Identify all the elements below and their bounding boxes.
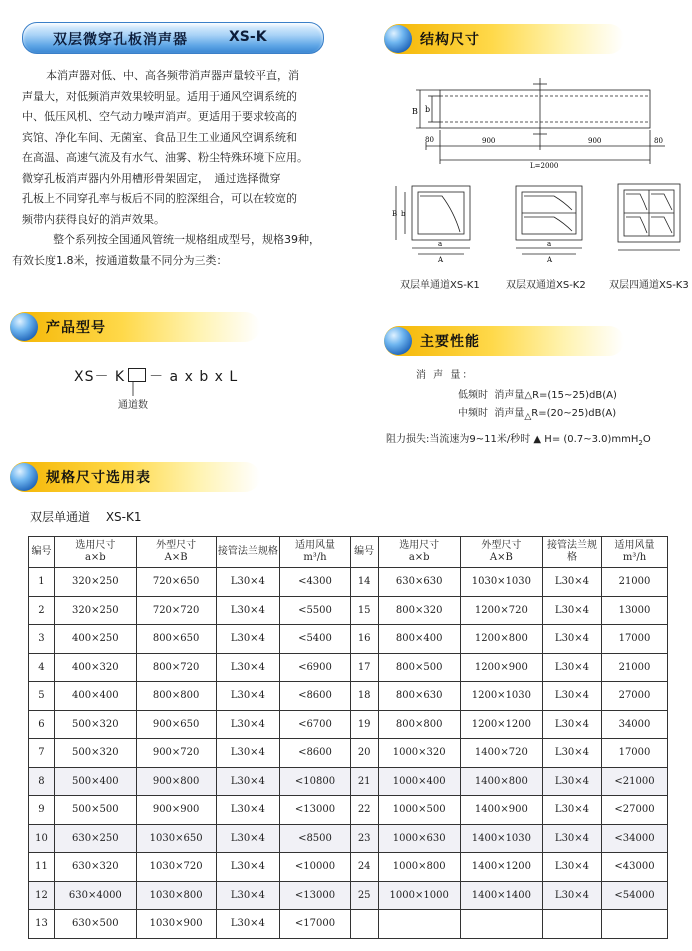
col-header-flange: 接管法兰规格 [216,537,280,568]
resistance-h: H= [544,434,561,445]
variant-label-k3: 双层四通道XS-K3 [609,280,689,291]
table-cell: L30×4 [216,796,280,825]
table-cell: <27000 [601,796,667,825]
table-cell: 15 [350,596,378,625]
table-cell: 27000 [601,682,667,711]
table-cell: 720×650 [136,568,216,597]
structure-heading-text: 结构尺寸 [420,32,480,48]
table-cell: <10000 [280,853,351,882]
formula-suffix: － a x b x L [149,369,239,385]
table-cell: L30×4 [216,682,280,711]
intro-line: 整个系列按全国通风管统一规格组成型号，规格39种， [42,233,320,246]
formula-prefix: XS－ K [74,369,126,385]
table-cell: 900×800 [136,767,216,796]
table-cell: 1000×500 [378,796,460,825]
table-cell: <6700 [280,710,351,739]
table-cell: 500×320 [54,739,136,768]
table-cell: <8600 [280,739,351,768]
resistance-suffix: O [642,434,651,445]
channel-box [128,368,146,382]
table-cell: 1030×800 [136,881,216,910]
table-cell: 20 [350,739,378,768]
table-cell: 500×400 [54,767,136,796]
col-header-flange: 接管法兰规格 [542,537,601,568]
col-header-no: 编号 [350,537,378,568]
table-cell: 800×800 [136,682,216,711]
table-cell: L30×4 [216,739,280,768]
table-cell: 800×720 [136,653,216,682]
table-cell: L30×4 [542,596,601,625]
table-cell: 17000 [601,739,667,768]
model-heading [10,312,260,342]
table-cell: 16 [350,625,378,654]
col-header-outer: 外型尺寸 A×B [460,537,542,568]
table-cell: L30×4 [542,653,601,682]
table-row [29,682,668,711]
table-row [29,653,668,682]
table-cell: 630×320 [54,853,136,882]
table-cell: 1030×650 [136,824,216,853]
low-frequency-line [458,386,617,401]
k1-dim-b: b [401,210,406,218]
section-k1-diagram [392,182,474,268]
k1-dim-A: A [438,256,444,264]
table-row [29,568,668,597]
table-cell: L30×4 [216,653,280,682]
title-banner [22,22,324,54]
table-cell: L30×4 [216,710,280,739]
table-cell: 25 [350,881,378,910]
table-row [29,853,668,882]
col-header-size: 选用尺寸 a×b [378,537,460,568]
k2-dim-a: a [547,240,552,248]
bullet-ball-icon [384,25,412,53]
table-cell: <6900 [280,653,351,682]
table-cell: 1000×800 [378,853,460,882]
table-cell: 800×800 [378,710,460,739]
table-cell: 900×650 [136,710,216,739]
table-cell: 22 [350,796,378,825]
table-cell: 1200×1030 [460,682,542,711]
table-cell: 630×4000 [54,881,136,910]
table-cell: 500×500 [54,796,136,825]
table-cell: <43000 [601,853,667,882]
table-cell: L30×4 [216,881,280,910]
table-cell: 1030×1030 [460,568,542,597]
col-header-flow: 适用风量 m³/h [280,537,351,568]
table-cell: L30×4 [216,767,280,796]
table-cell: 1000×1000 [378,881,460,910]
table-cell: 10 [29,824,55,853]
table-cell [542,910,601,939]
bullet-ball-icon [10,463,38,491]
table-cell: 800×320 [378,596,460,625]
table-row [29,596,668,625]
table-row [29,824,668,853]
table-cell: <5500 [280,596,351,625]
table-cell: 5 [29,682,55,711]
table-cell: 320×250 [54,568,136,597]
variant-label-k1: 双层单通道XS-K1 [400,280,480,291]
col-header-size: 选用尺寸 a×b [54,537,136,568]
structure-heading [384,24,624,54]
table-row [29,910,668,939]
bullet-ball-icon [384,327,412,355]
low-value: R=(15~25)dB(A) [532,390,617,401]
intro-line: 在高温、高速气流及有水气、油雾、粉尘特殊环境下应用。 [22,151,308,164]
resistance-prefix: 阻力损失:当流速为9~11米/秒时 [386,434,531,445]
table-cell: 1030×720 [136,853,216,882]
col-header-no: 编号 [29,537,55,568]
table-cell: L30×4 [542,853,601,882]
low-label: 低频时 [458,390,488,401]
intro-line: 中、低压风机、空气动力噪声消声。更适用于要求较高的 [22,110,297,123]
table-cell: 1200×720 [460,596,542,625]
table-cell: L30×4 [542,881,601,910]
table-cell: 4 [29,653,55,682]
table-cell: <8600 [280,682,351,711]
table-cell: 400×320 [54,653,136,682]
table-cell: L30×4 [216,824,280,853]
table-row [29,710,668,739]
table-cell: 34000 [601,710,667,739]
channel-pointer-line [128,382,138,396]
table-cell: 1000×630 [378,824,460,853]
table-cell: <17000 [280,910,351,939]
table-cell: 800×650 [136,625,216,654]
table-cell: 1400×720 [460,739,542,768]
performance-heading [384,326,624,356]
table-cell: L30×4 [216,853,280,882]
mid-text: 消声量 [494,408,525,419]
table-cell: <21000 [601,767,667,796]
section-k2-diagram [510,182,590,268]
table-cell: L30×4 [216,596,280,625]
table-cell: 17000 [601,625,667,654]
table-cell: 500×320 [54,710,136,739]
table-cell: 1 [29,568,55,597]
table-cell: L30×4 [542,682,601,711]
table-cell: 800×500 [378,653,460,682]
spec-table [28,536,668,939]
noise-label: 消 声 量： [416,370,475,381]
table-cell: L30×4 [542,739,601,768]
table-cell: 320×250 [54,596,136,625]
selection-heading-text: 规格尺寸选用表 [46,470,151,486]
table-cell: L30×4 [542,625,601,654]
performance-heading-text: 主要性能 [420,334,480,350]
table-cell: <13000 [280,881,351,910]
table-cell: 23 [350,824,378,853]
table-cell: 900×720 [136,739,216,768]
table-cell: 400×250 [54,625,136,654]
intro-line: 宾馆、净化车间、无菌室、食品卫生工业通风空调系统和 [22,130,297,144]
table-cell: 3 [29,625,55,654]
k1-dim-a: a [438,240,443,248]
intro-line: 孔板上不同穿孔率与板后不同的腔深组合，可以在较宽的 [22,192,297,205]
table-cell [460,910,542,939]
page-title: 双层微穿孔板消声器 [53,32,188,48]
table-cell: <5400 [280,625,351,654]
table-cell: 21000 [601,653,667,682]
table-cell: 1200×900 [460,653,542,682]
low-text: 消声量 [494,390,525,401]
dim-900-left: 900 [482,137,496,145]
table-cell: 1000×400 [378,767,460,796]
table-cell: 1200×800 [460,625,542,654]
table-cell: 24 [350,853,378,882]
table-cell: L30×4 [216,910,280,939]
table-cell: <8500 [280,824,351,853]
model-code: XS-K [229,29,267,45]
table-cell: 14 [350,568,378,597]
intro-line: 声量大，对低频消声效果较明显。适用于通风空调系统的 [22,89,297,103]
table-row [29,881,668,910]
table-cell: <54000 [601,881,667,910]
table-cell: 8 [29,767,55,796]
col-header-outer: 外型尺寸 A×B [136,537,216,568]
table-cell: 1400×900 [460,796,542,825]
table-row [29,796,668,825]
table-cell: 9 [29,796,55,825]
table-cell: <10800 [280,767,351,796]
channel-label: 通道数 [118,400,148,411]
table-cell: 1030×900 [136,910,216,939]
intro-paragraph [12,66,322,271]
intro-line: 有效长度1.8米，按通道数量不同分为三类： [12,253,228,267]
table-cell: 13000 [601,596,667,625]
intro-line: 频带内获得良好的消声效果。 [22,212,165,226]
selection-heading [10,462,260,492]
mid-label: 中频时 [458,408,488,419]
dim-80-left: 80 [425,136,434,144]
table-cell: 2 [29,596,55,625]
table-cell: 630×630 [378,568,460,597]
table-cell: 1400×1200 [460,853,542,882]
table-cell: 21000 [601,568,667,597]
table-cell: 800×630 [378,682,460,711]
table-cell: <13000 [280,796,351,825]
selection-subtitle: 双层单通道 XS-K1 [30,510,142,524]
table-cell: 630×250 [54,824,136,853]
dim-900-right: 900 [588,137,602,145]
table-cell: 1200×1200 [460,710,542,739]
bullet-ball-icon [10,313,38,341]
table-cell: L30×4 [542,824,601,853]
table-cell: 800×400 [378,625,460,654]
mid-frequency-line [458,404,616,422]
table-cell: 1000×320 [378,739,460,768]
mid-value: R=(20~25)dB(A) [531,408,617,419]
col-header-flow: 适用风量 m³/h [601,537,667,568]
model-formula [74,366,238,386]
resistance-sub: 2 [638,439,643,447]
table-cell: 1400×1030 [460,824,542,853]
table-cell [601,910,667,939]
table-cell: 1400×800 [460,767,542,796]
table-cell: 7 [29,739,55,768]
table-cell: 17 [350,653,378,682]
table-cell: 18 [350,682,378,711]
triangle-icon: ▲ [533,434,542,445]
table-cell: 1400×1400 [460,881,542,910]
k1-dim-B: B [392,210,398,218]
table-cell: 12 [29,881,55,910]
section-k3-diagram [614,180,690,266]
delta-icon: △ [524,390,533,401]
delta-icon: △ [524,412,532,422]
table-cell: L30×4 [542,767,601,796]
table-cell: 630×500 [54,910,136,939]
table-cell: L30×4 [542,796,601,825]
table-cell: 11 [29,853,55,882]
variant-label-k2: 双层双通道XS-K2 [506,280,586,291]
resistance-line [386,430,651,447]
table-cell: L30×4 [542,568,601,597]
table-row [29,767,668,796]
dim-80-right: 80 [654,137,663,145]
table-cell: 900×900 [136,796,216,825]
table-cell [350,910,378,939]
table-cell: 720×720 [136,596,216,625]
dim-L: L=2000 [530,162,559,170]
table-row [29,625,668,654]
resistance-value: (0.7~3.0)mmH [563,434,639,445]
dim-b: b [425,105,431,114]
table-cell: <34000 [601,824,667,853]
table-cell: <4300 [280,568,351,597]
table-cell: 400×400 [54,682,136,711]
table-cell: L30×4 [216,625,280,654]
table-cell [378,910,460,939]
table-cell: L30×4 [216,568,280,597]
intro-line: 微穿孔板消声器内外用槽形骨架固定， 通过选择微穿 [22,171,281,185]
dim-B: B [412,107,418,116]
table-cell: 21 [350,767,378,796]
table-header-row [29,537,668,568]
table-row [29,739,668,768]
k2-dim-A: A [547,256,553,264]
table-cell: 6 [29,710,55,739]
table-cell: L30×4 [542,710,601,739]
structure-side-view-diagram [400,76,670,172]
table-cell: 13 [29,910,55,939]
table-cell: 19 [350,710,378,739]
intro-line: 本消声器对低、中、高各频带消声器声量较平直，消 [46,69,299,82]
model-heading-text: 产品型号 [46,320,106,336]
